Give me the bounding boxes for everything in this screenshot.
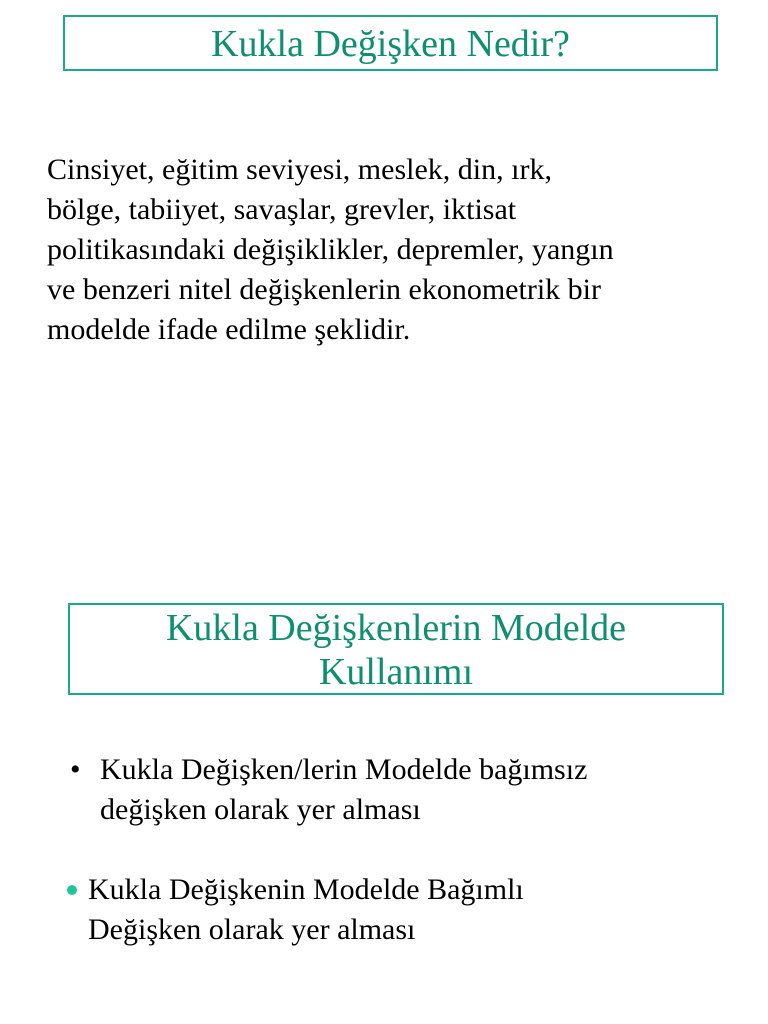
bullet-text-line: Değişken olarak yer alması: [88, 913, 416, 946]
section-title: Kukla Değişken Nedir?: [211, 23, 570, 65]
section-title-box: [63, 15, 718, 71]
section-title-line: Kullanımı: [318, 651, 474, 693]
paragraph-line: politikasındaki değişiklikler, depremler, yangın: [47, 233, 614, 266]
bullet-text-line: Kukla Değişkenin Modelde Bağımlı: [88, 873, 524, 906]
paragraph-line: Cinsiyet, eğitim seviyesi, meslek, din, ırk,: [47, 153, 552, 186]
bullet-dot-icon: [67, 885, 77, 895]
bullet-item: [67, 870, 524, 950]
paragraph-line: bölge, tabiiyet, savaşlar, grevler, iktisat: [47, 193, 517, 226]
section-title-line: Kukla Değişkenlerin Modelde: [165, 607, 627, 649]
paragraph-line: modelde ifade edilme şeklidir.: [47, 313, 411, 346]
bullet-item: [70, 750, 587, 830]
paragraph-line: ve benzeri nitel değişkenlerin ekonometrik bir: [47, 273, 601, 306]
bullet-dot-icon: •: [70, 753, 81, 786]
bullet-text-line: değişken olarak yer alması: [100, 793, 421, 826]
section-title-box: [68, 603, 724, 695]
definition-paragraph: [47, 150, 737, 350]
bullet-text-line: Kukla Değişken/lerin Modelde bağımsız: [100, 753, 588, 786]
